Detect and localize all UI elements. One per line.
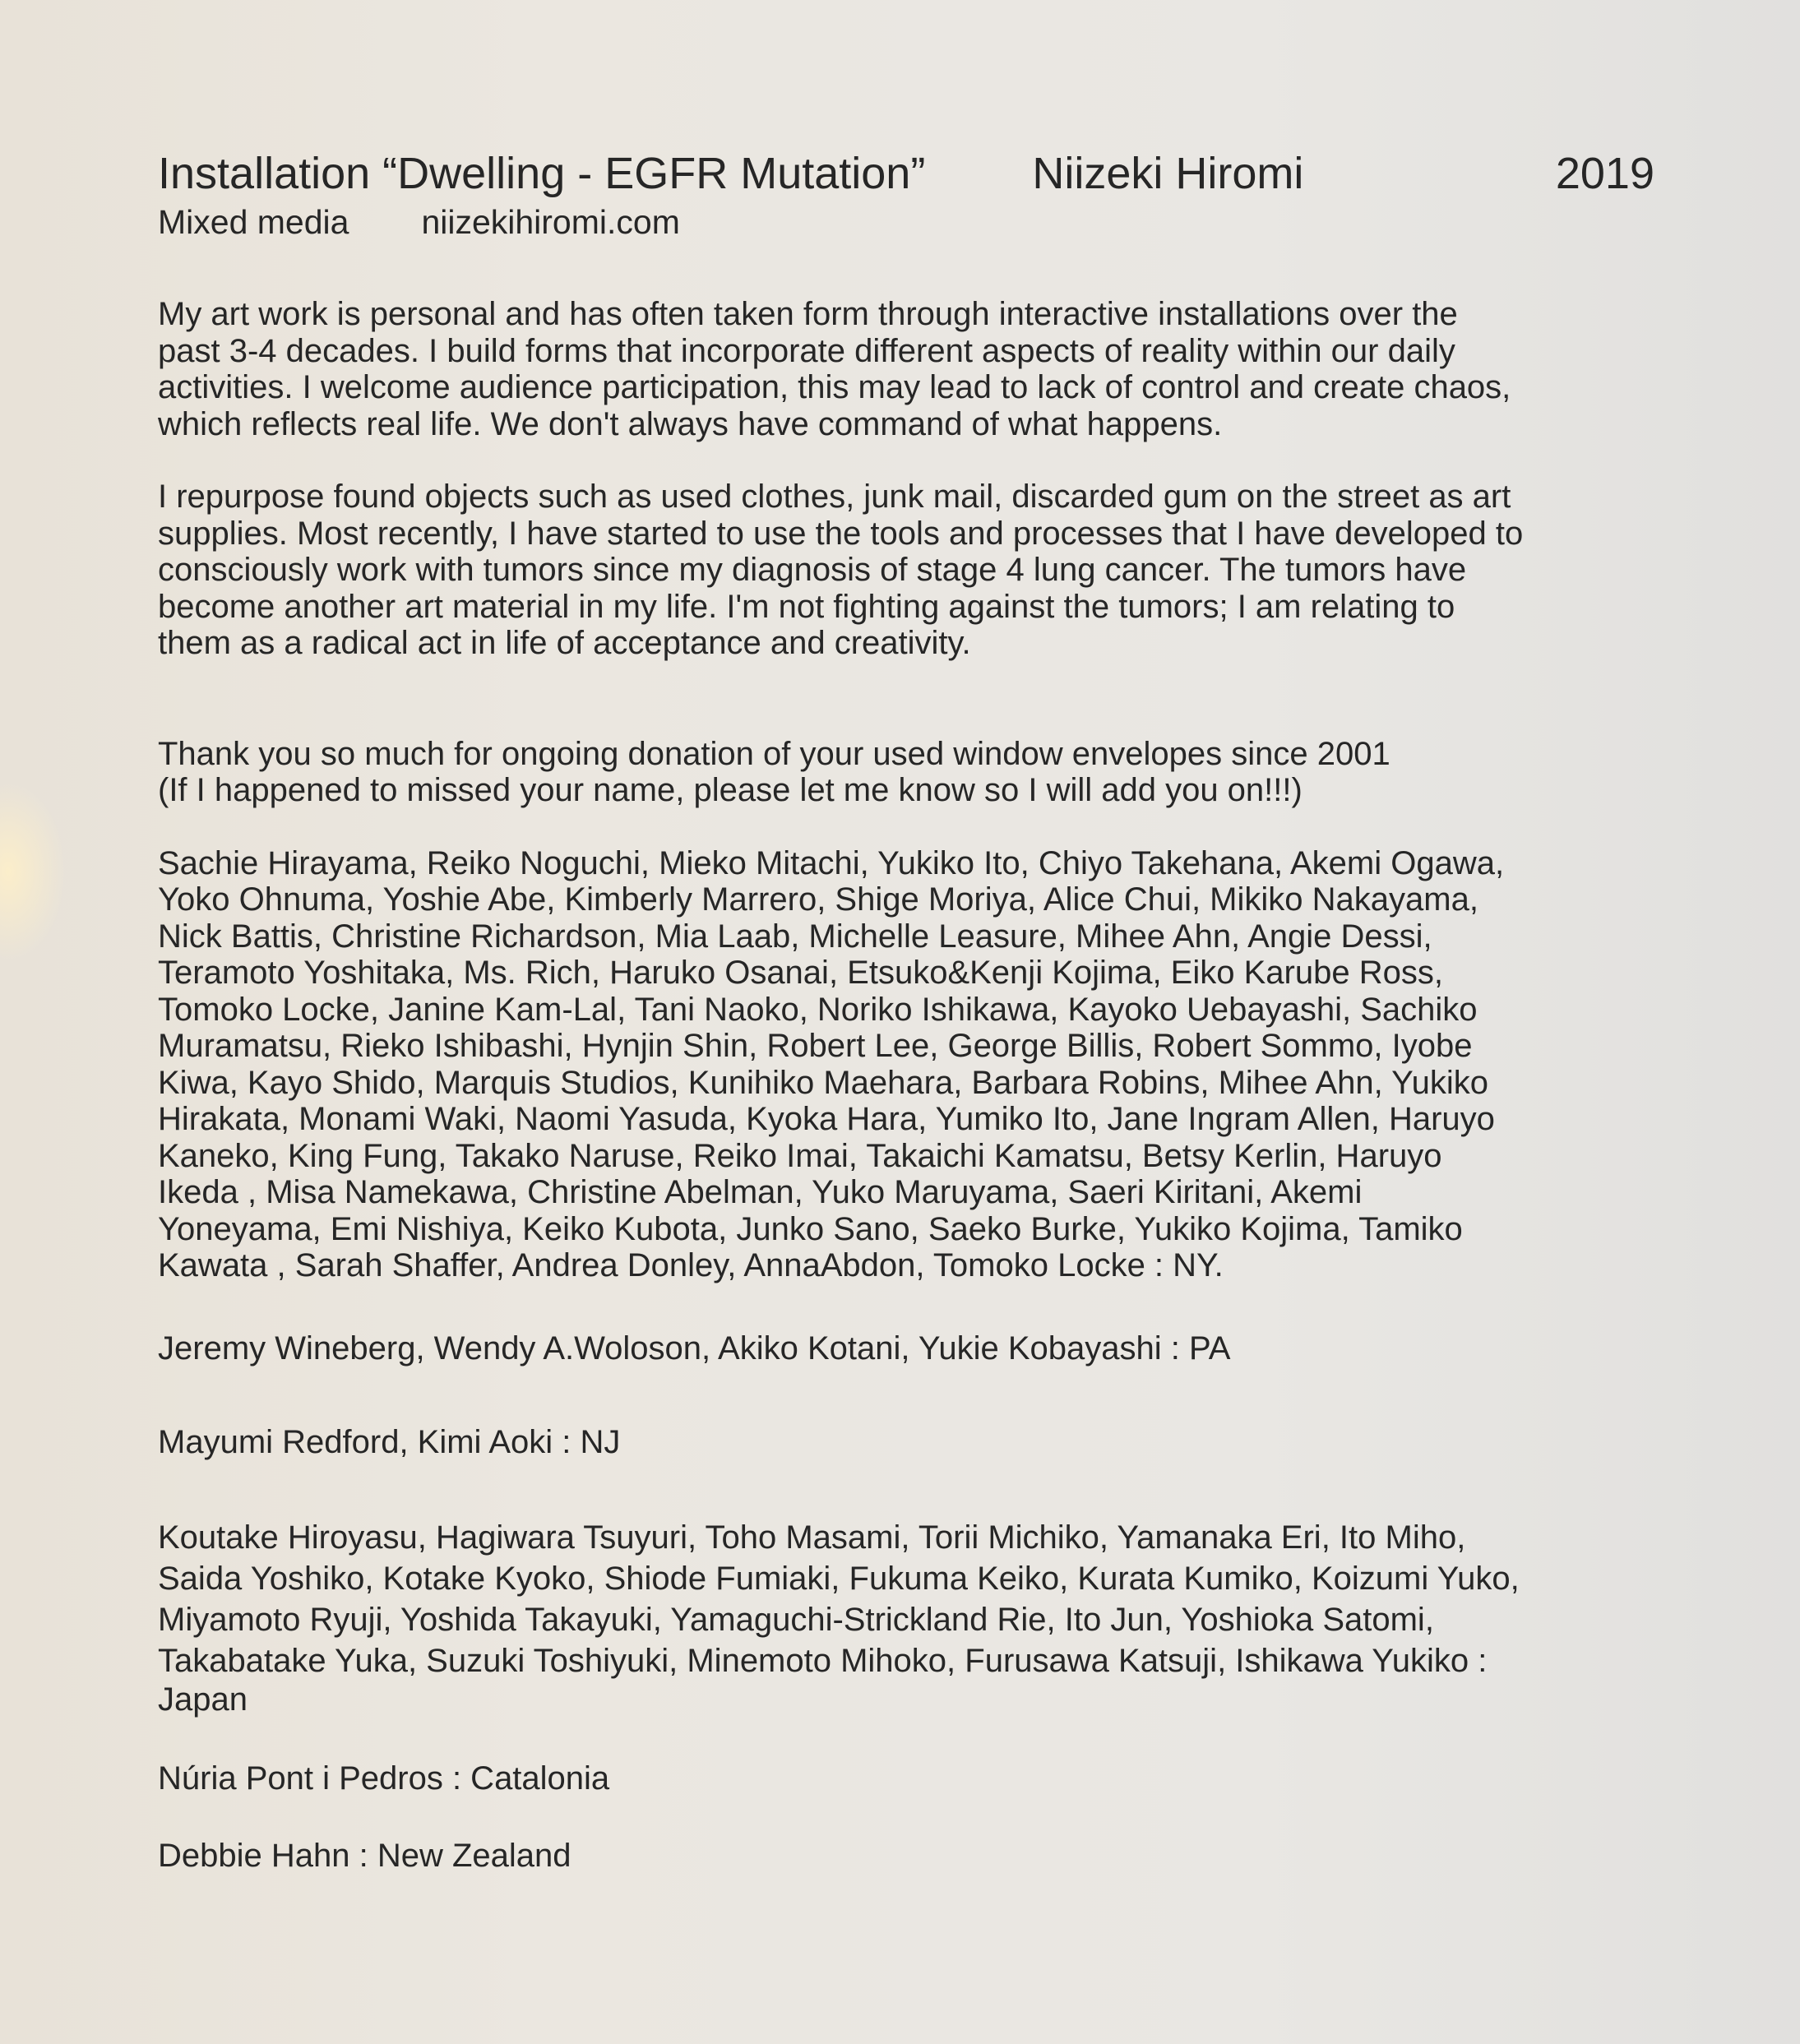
text-line: which reflects real life. We don't always have command of what happens. [158,405,1223,442]
header [158,144,1654,203]
text-line: become another art material in my life. I'm not fighting against the tumors; I am relating to [158,588,1455,625]
donor-line: Muramatsu, Rieko Ishibashi, Hynjin Shin, Robert Lee, George Billis, Robert Sommo, Iyobe [158,1028,1473,1064]
donors-nj [158,1424,1687,1461]
donor-line: Japan [158,1681,248,1718]
text-line: past 3-4 decades. I build forms that incorporate different aspects of reality within our daily [158,332,1455,369]
text-line: consciously work with tumors since my diagnosis of stage 4 lung cancer. The tumors have [158,552,1467,588]
donor-line: Yoneyama, Emi Nishiya, Keiko Kubota, Junko Sano, Saeko Burke, Yukiko Kojima, Tamiko [158,1210,1463,1247]
donor-line: Mayumi Redford, Kimi Aoki : NJ [158,1424,621,1460]
donor-line: Hirakata, Monami Waki, Naomi Yasuda, Kyoka Hara, Yumiko Ito, Jane Ingram Allen, Haruyo [158,1101,1495,1137]
thanks-line: (If I happened to missed your name, please let me know so I will add you on!!!) [158,772,1303,808]
donor-line: Takabatake Yuka, Suzuki Toshiyuki, Minemoto Mihoko, Furusawa Katsuji, Ishikawa Yukiko : [158,1642,1488,1679]
text-line: activities. I welcome audience participation, this may lead to lack of control and create chaos, [158,369,1511,405]
artwork-year: 2019 [1555,149,1654,198]
artwork-title: Installation “Dwelling - EGFR Mutation” [158,149,926,198]
donor-line: Kiwa, Kayo Shido, Marquis Studios, Kunihiko Maehara, Barbara Robins, Mihee Ahn, Yukiko [158,1064,1488,1101]
donor-line: Koutake Hiroyasu, Hagiwara Tsuyuri, Toho Masami, Torii Michiko, Yamanaka Eri, Ito Miho, [158,1519,1466,1556]
donor-line: Kaneko, King Fung, Takako Naruse, Reiko Imai, Takaichi Kamatsu, Betsy Kerlin, Haruyo [158,1137,1442,1174]
donor-line: Yoko Ohnuma, Yoshie Abe, Kimberly Marrero, Shige Moriya, Alice Chui, Mikiko Nakayama, [158,881,1478,918]
subheader [158,201,1751,243]
donor-line: Saida Yoshiko, Kotake Kyoko, Shiode Fumiaki, Fukuma Keiko, Kurata Kumiko, Koizumi Yuko, [158,1560,1520,1597]
donor-line: Tomoko Locke, Janine Kam-Lal, Tani Naoko, Noriko Ishikawa, Kayoko Uebayashi, Sachiko [158,991,1478,1028]
donors-new-zealand [158,1838,1687,1875]
donors-catalonia [158,1760,1687,1797]
text-line: I repurpose found objects such as used clothes, junk mail, discarded gum on the street as art [158,479,1511,515]
medium: Mixed media [158,203,349,241]
text-line: supplies. Most recently, I have started to use the tools and processes that I have developed to [158,515,1524,552]
statement-paragraph-2 [158,479,1687,662]
text-line: them as a radical act in life of acceptance and creativity. [158,625,971,661]
donor-line: Kawata , Sarah Shaffer, Andrea Donley, AnnaAbdon, Tomoko Locke : NY. [158,1247,1224,1283]
donor-line: Debbie Hahn : New Zealand [158,1838,571,1874]
donor-line: Teramoto Yoshitaka, Ms. Rich, Haruko Osanai, Etsuko&Kenji Kojima, Eiko Karube Ross, [158,955,1443,991]
donor-line: Sachie Hirayama, Reiko Noguchi, Mieko Mitachi, Yukiko Ito, Chiyo Takehana, Akemi Ogawa, [158,844,1505,881]
text-line: My art work is personal and has often taken form through interactive installations over the [158,296,1458,332]
donors-japan [158,1517,1687,1718]
donor-line: Miyamoto Ryuji, Yoshida Takayuki, Yamaguchi-Strickland Rie, Ito Jun, Yoshioka Satomi, [158,1601,1434,1638]
thanks-line: Thank you so much for ongoing donation of your used window envelopes since 2001 [158,735,1390,772]
donors-pa [158,1330,1687,1367]
donor-line: Jeremy Wineberg, Wendy A.Woloson, Akiko Kotani, Yukie Kobayashi : PA [158,1330,1231,1367]
statement-paragraph-1 [158,296,1687,442]
donor-line: Núria Pont i Pedros : Catalonia [158,1760,610,1797]
website: niizekihiromi.com [421,203,680,241]
donors-ny [158,845,1687,1284]
artist-name: Niizeki Hiromi [1032,149,1304,198]
donor-line: Ikeda , Misa Namekawa, Christine Abelman, Yuko Maruyama, Saeri Kiritani, Akemi [158,1174,1363,1210]
thanks-note [158,736,1687,809]
donor-line: Nick Battis, Christine Richardson, Mia Laab, Michelle Leasure, Mihee Ahn, Angie Dessi, [158,918,1432,955]
